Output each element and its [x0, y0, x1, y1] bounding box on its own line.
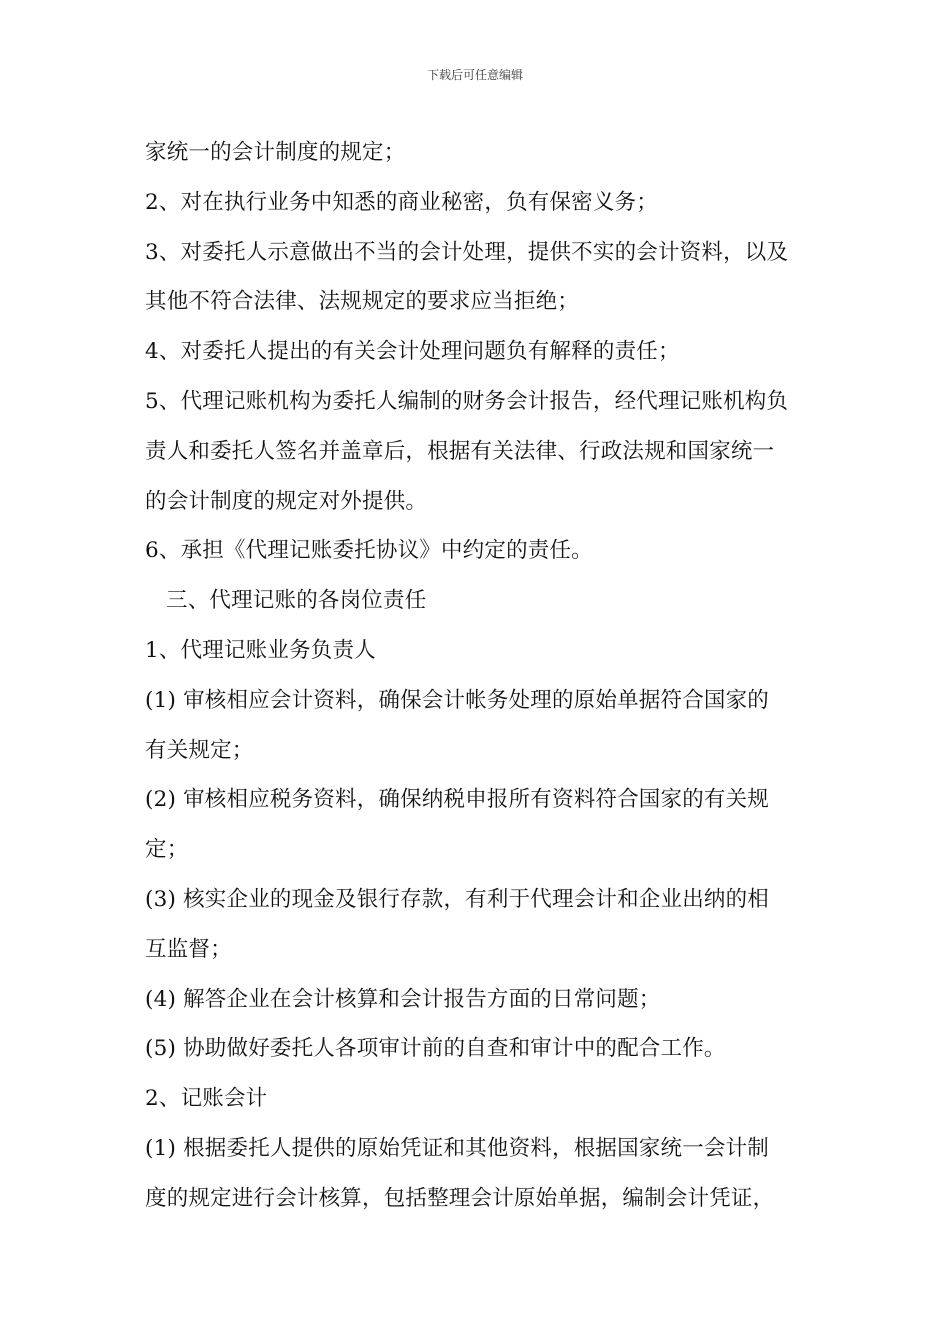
- text-line: 定；: [145, 837, 189, 863]
- text-line: 1、代理记账业务负责人: [145, 637, 376, 663]
- text-line: 6、承担《代理记账委托协议》中约定的责任。: [145, 538, 593, 564]
- text-line: 度的规定进行会计核算，包括整理会计原始单据，编制会计凭证，: [145, 1185, 775, 1211]
- text-line: (2) 审核相应税务资料，确保纳税申报所有资料符合国家的有关规: [145, 787, 769, 813]
- text-line: 家统一的会计制度的规定；: [145, 140, 406, 165]
- text-line: 责人和委托人签名并盖章后，根据有关法律、行政法规和国家统一: [145, 438, 775, 464]
- text-line: 有关规定；: [145, 737, 254, 763]
- page-header: 下载后可任意编辑: [426, 68, 523, 82]
- text-line: (1) 审核相应会计资料，确保会计帐务处理的原始单据符合国家的: [145, 687, 769, 713]
- text-line: (3) 核实企业的现金及银行存款，有利于代理会计和企业出纳的相: [145, 886, 769, 912]
- text-line: 互监督；: [145, 936, 232, 962]
- text-line: 4、对委托人提出的有关会计处理问题负有解释的责任；: [145, 339, 680, 365]
- text-line: 的会计制度的规定对外提供。: [145, 488, 428, 514]
- document-body: [145, 128, 815, 1224]
- text-line: 3、对委托人示意做出不当的会计处理，提供不实的会计资料，以及: [145, 239, 789, 265]
- section-heading: 三、代理记账的各岗位责任: [166, 588, 427, 614]
- text-line: 其他不符合法律、法规规定的要求应当拒绝；: [145, 289, 580, 315]
- text-line: 5、代理记账机构为委托人编制的财务会计报告，经代理记账机构负: [145, 388, 789, 414]
- text-line: 2、对在执行业务中知悉的商业秘密，负有保密义务；: [145, 189, 658, 215]
- text-line: (4) 解答企业在会计核算和会计报告方面的日常问题；: [145, 986, 661, 1012]
- text-line: (1) 根据委托人提供的原始凭证和其他资料，根据国家统一会计制: [145, 1135, 769, 1161]
- text-line: (5) 协助做好委托人各项审计前的自查和审计中的配合工作。: [145, 1036, 726, 1062]
- text-line: 2、记账会计: [145, 1086, 268, 1112]
